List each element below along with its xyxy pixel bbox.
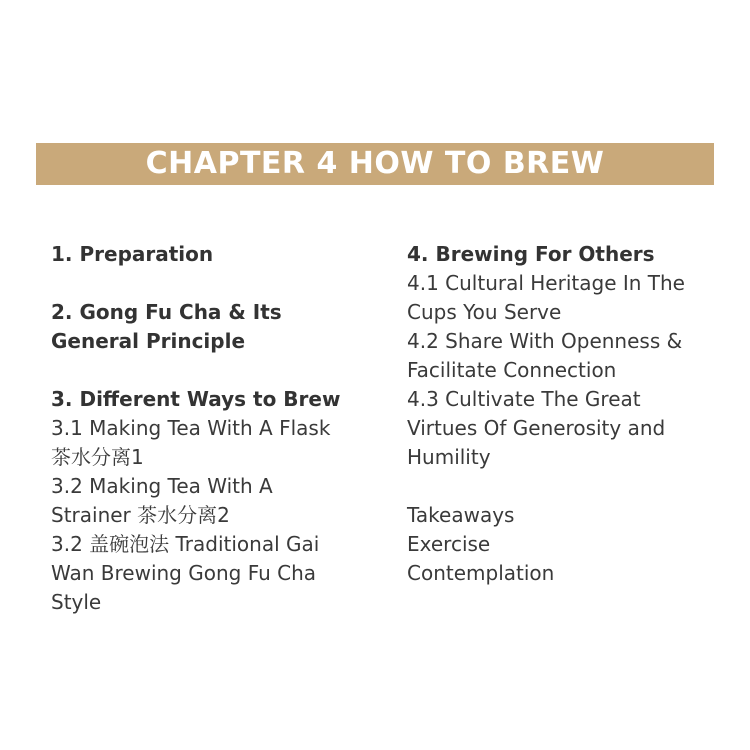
toc-extras [407, 501, 707, 588]
toc-section-preparation [51, 240, 351, 269]
subsection-line: Strainer 茶水分离2 [51, 503, 230, 527]
subsection-line: Facilitate Connection [407, 358, 617, 382]
subsection-line: Wan Brewing Gong Fu Cha [51, 561, 317, 585]
subsection-line: Style [51, 590, 102, 614]
toc-right-column [407, 240, 707, 588]
section-heading: 3. Different Ways to Brew [51, 387, 341, 411]
subsection-line: 茶水分离1 [51, 445, 144, 469]
section-heading: 1. Preparation [51, 242, 214, 266]
subsection-line: 3.1 Making Tea With A Flask [51, 416, 331, 440]
toc-left-column [51, 240, 351, 617]
section-heading: 4. Brewing For Others [407, 242, 655, 266]
subsection-line: 4.1 Cultural Heritage In The [407, 271, 685, 295]
chapter-banner [36, 143, 714, 185]
chapter-title: CHAPTER 4 HOW TO BREW [145, 146, 605, 181]
section-heading: General Principle [51, 329, 246, 353]
subsection-line: 3.2 盖碗泡法 Traditional Gai [51, 532, 320, 556]
subsection-line: Humility [407, 445, 491, 469]
subsection-line: 3.2 Making Tea With A [51, 474, 273, 498]
toc-section-ways-to-brew [51, 385, 351, 617]
subsection-line: 4.2 Share With Openness & [407, 329, 683, 353]
toc-item-exercise: Exercise [407, 532, 491, 556]
subsection-line: 4.3 Cultivate The Great [407, 387, 641, 411]
toc-section-gong-fu-cha [51, 298, 351, 356]
toc-item-contemplation: Contemplation [407, 561, 555, 585]
toc-item-takeaways: Takeaways [407, 503, 515, 527]
subsection-line: Virtues Of Generosity and [407, 416, 666, 440]
section-heading: 2. Gong Fu Cha & Its [51, 300, 282, 324]
toc-section-brewing-for-others [407, 240, 707, 472]
subsection-line: Cups You Serve [407, 300, 562, 324]
